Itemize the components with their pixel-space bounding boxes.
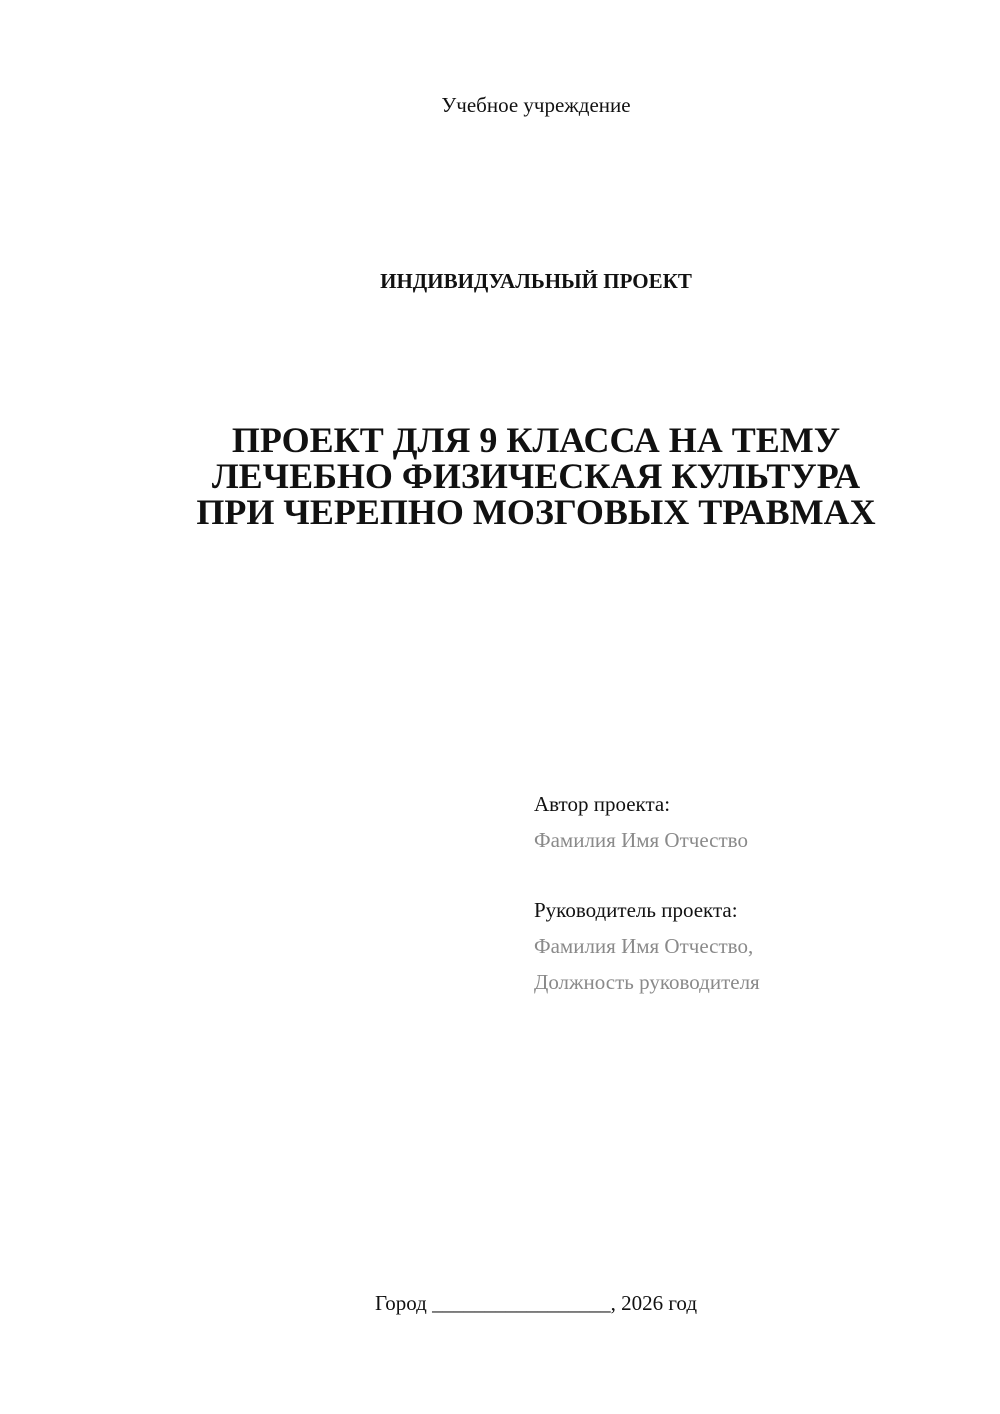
- author-label: Автор проекта:: [534, 792, 671, 816]
- supervisor-name-placeholder: Фамилия Имя Отчество,: [534, 934, 754, 958]
- supervisor-block: [534, 892, 760, 1000]
- project-title-line-2: ЛЕЧЕБНО ФИЗИЧЕСКАЯ КУЛЬТУРА: [211, 456, 861, 496]
- institution-name: Учебное учреждение: [441, 93, 631, 117]
- city-year-line: Город _________________, 2026 год: [374, 1291, 698, 1315]
- project-title: [0, 422, 1000, 530]
- author-name-placeholder: Фамилия Имя Отчество: [534, 828, 748, 852]
- author-block: [534, 786, 748, 858]
- supervisor-label: Руководитель проекта:: [534, 898, 738, 922]
- supervisor-position-placeholder: Должность руководителя: [534, 970, 760, 994]
- project-kind-heading: ИНДИВИДУАЛЬНЫЙ ПРОЕКТ: [380, 269, 692, 293]
- project-title-line-3: ПРИ ЧЕРЕПНО МОЗГОВЫХ ТРАВМАХ: [196, 492, 876, 532]
- project-title-line-1: ПРОЕКТ ДЛЯ 9 КЛАССА НА ТЕМУ: [231, 420, 841, 460]
